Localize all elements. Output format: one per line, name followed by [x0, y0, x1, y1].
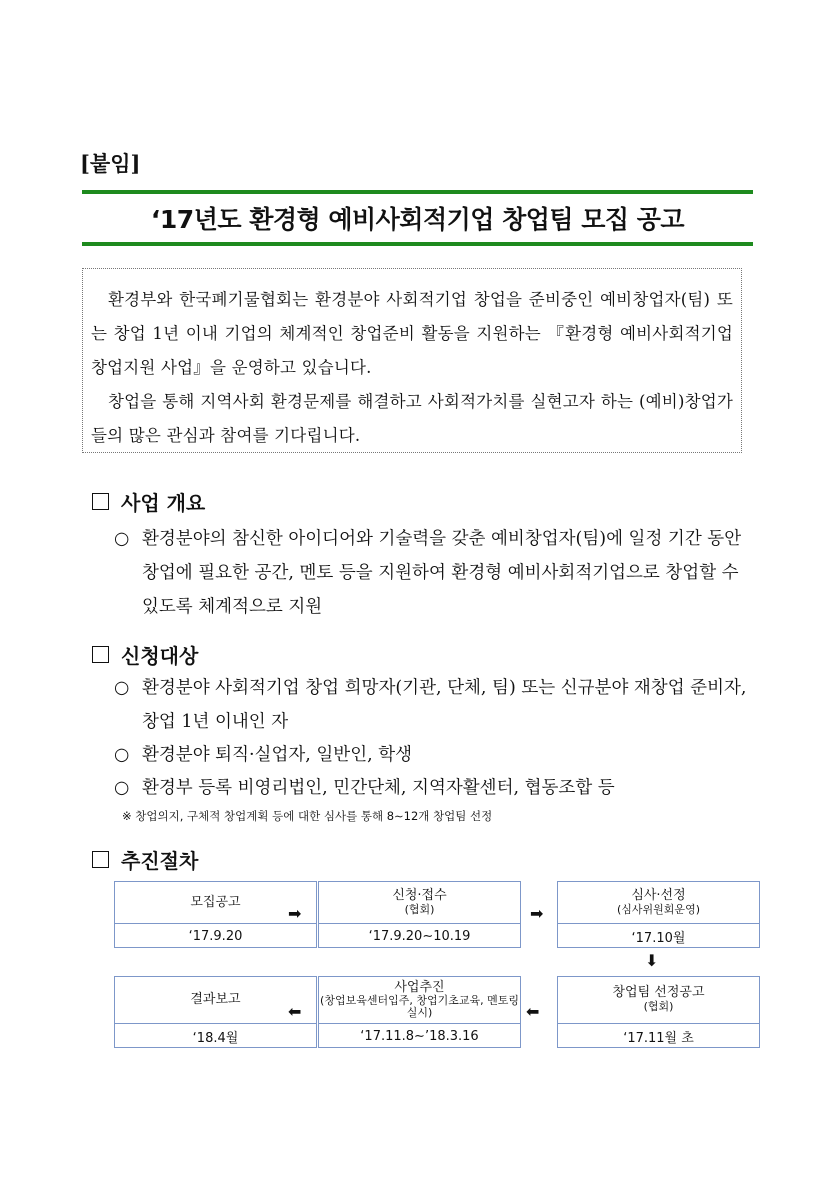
circle-bullet-icon: ○	[114, 778, 130, 798]
eligibility-item-text: 환경분야 사회적기업 창업 희망자(기관, 단체, 팀) 또는 신규분야 재창업 준비자, 창업 1년 이내인 자	[142, 678, 747, 732]
section-eligibility-heading	[92, 640, 198, 669]
step-box-5	[318, 976, 521, 1048]
page-title: ‘17년도 환경형 예비사회적기업 창업팀 모집 공고	[150, 205, 685, 234]
circle-bullet-icon: ○	[114, 529, 130, 549]
attachment-label: [붙임]	[80, 151, 141, 176]
eligibility-item-1	[114, 671, 759, 739]
intro-box	[82, 268, 742, 453]
section-overview-title: 사업 개요	[121, 491, 206, 515]
arrow-right-icon: ➡	[288, 904, 302, 923]
title-bar	[82, 190, 753, 246]
eligibility-item-text: 환경부 등록 비영리법인, 민간단체, 지역자활센터, 협동조합 등	[142, 778, 615, 798]
step-subtitle: (협회)	[404, 902, 435, 916]
circle-bullet-icon: ○	[114, 678, 130, 698]
section-procedure-title: 추진절차	[121, 849, 199, 873]
step-subtitle: (창업보육센터입주, 창업기초교육, 멘토링 실시)	[320, 994, 519, 1019]
arrow-down-icon: ⬇	[645, 951, 659, 970]
step-subtitle: (협회)	[643, 1000, 674, 1013]
step-date: ‘17.11월 초	[623, 1030, 694, 1046]
checkbox-square-icon	[92, 646, 109, 663]
arrow-left-icon: ⬅	[288, 1002, 302, 1021]
checkbox-square-icon	[92, 493, 109, 510]
step-title: 사업추진	[394, 980, 445, 995]
overview-item-1	[114, 522, 759, 624]
arrow-left-icon: ⬅	[526, 1002, 540, 1021]
section-procedure-heading	[92, 845, 198, 874]
eligibility-note: ※ 창업의지, 구체적 창업계획 등에 대한 심사를 통해 8∼12개 창업팀 선정	[122, 809, 493, 823]
step-box-2	[318, 881, 521, 948]
eligibility-item-2	[114, 738, 759, 772]
step-box-4	[557, 976, 760, 1048]
step-subtitle: (심사위원회운영)	[617, 902, 700, 916]
circle-bullet-icon: ○	[114, 745, 130, 765]
step-title: 모집공고	[190, 894, 241, 910]
overview-item-text: 환경분야의 참신한 아이디어와 기술력을 갖춘 예비창업자(팀)에 일정 기간 동안 창업에 필요한 공간, 멘토 등을 지원하여 환경형 예비사회적기업으로 창업할 수 있도록 체계적으로 지원	[142, 529, 742, 617]
step-title: 심사·선정	[631, 887, 686, 903]
step-box-1	[114, 881, 317, 948]
section-overview-heading	[92, 487, 205, 516]
step-title: 창업팀 선정공고	[612, 985, 705, 1000]
intro-paragraph-2: 창업을 통해 지역사회 환경문제를 해결하고 사회적가치를 실현고자 하는 (예비)창업가들의 많은 관심과 참여를 기다립니다.	[91, 392, 733, 445]
step-title: 신청·접수	[392, 887, 447, 903]
step-title: 결과보고	[190, 992, 241, 1007]
step-date: ‘17.11.8∼’18.3.16	[360, 1028, 479, 1044]
step-box-6	[114, 976, 317, 1048]
section-eligibility-title: 신청대상	[121, 644, 199, 668]
intro-paragraph-1: 환경부와 한국폐기물협회는 환경분야 사회적기업 창업을 준비중인 예비창업자(팀) 또는 창업 1년 이내 기업의 체계적인 창업준비 활동을 지원하는 『환경형 예비사회적기업 창업지원 사업』을 운영하고 있습니다.	[91, 290, 733, 377]
step-date: ‘17.10월	[631, 930, 686, 946]
arrow-right-icon: ➡	[530, 904, 544, 923]
checkbox-square-icon	[92, 851, 109, 868]
eligibility-item-text: 환경분야 퇴직·실업자, 일반인, 학생	[142, 745, 413, 765]
step-date: ‘17.9.20	[188, 928, 243, 944]
step-date: ‘17.9.20∼10.19	[368, 928, 471, 944]
eligibility-item-3	[114, 771, 759, 805]
step-date: ‘18.4월	[192, 1030, 239, 1046]
step-box-3	[557, 881, 760, 948]
